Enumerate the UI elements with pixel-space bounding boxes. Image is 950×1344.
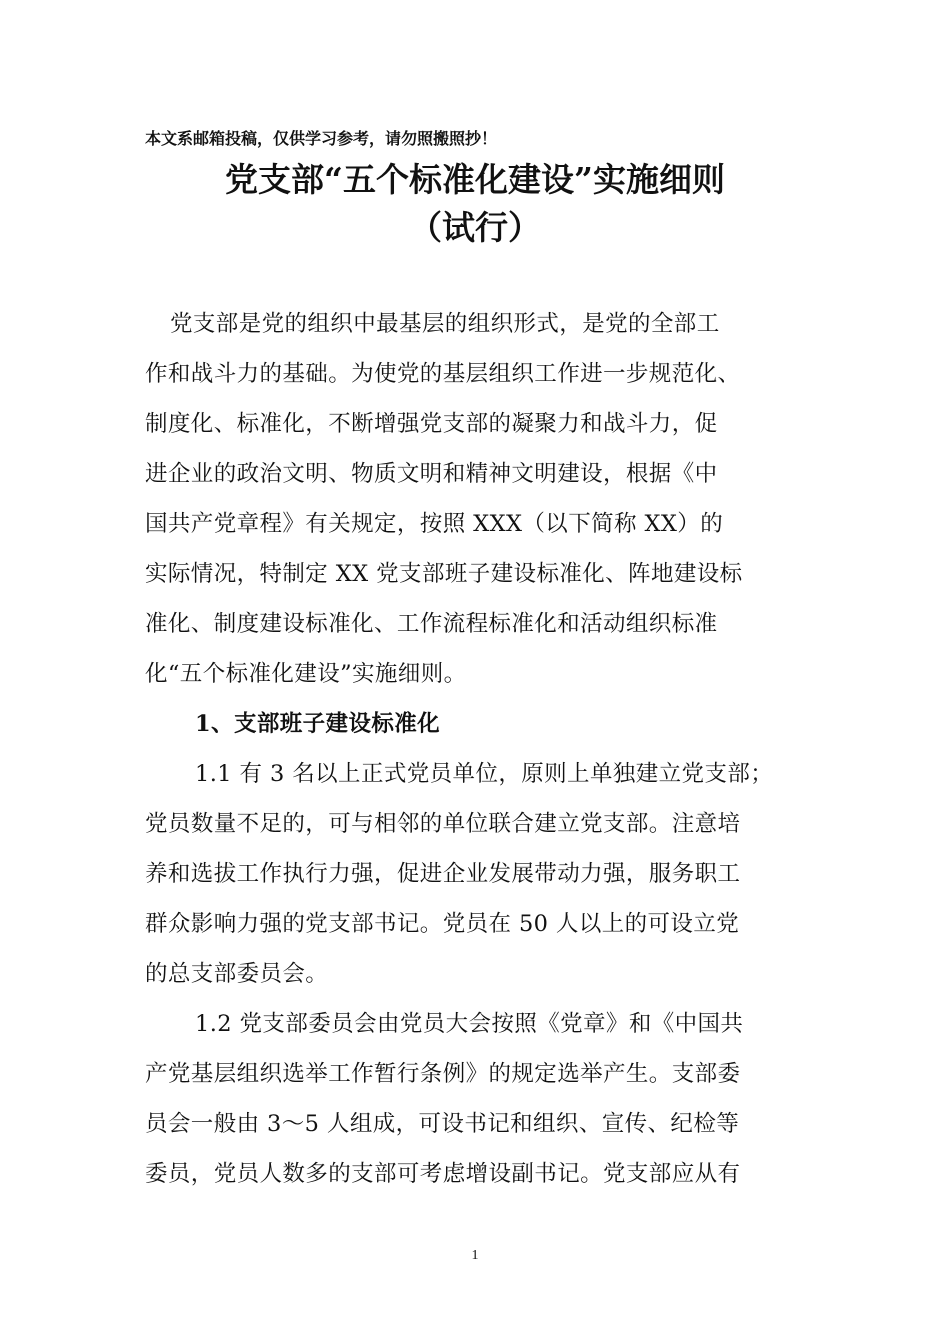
text-line: 实际情况，特制定 XX 党支部班子建设标准化、阵地建设标 [145,561,743,587]
text-line: 国共产党章程》有关规定，按照 XXX（以下简称 XX）的 [145,511,724,537]
text-line: 1.2 党支部委员会由党员大会按照《党章》和《中国共 [195,1011,744,1037]
text-line: 准化、制度建设标准化、工作流程标准化和活动组织标准 [145,611,718,637]
document-subtitle: （试行） [409,208,541,247]
section-heading: 1、支部班子建设标准化 [195,711,441,737]
text-line: 进企业的政治文明、物质文明和精神文明建设，根据《中 [145,461,718,487]
text-line: 党支部是党的组织中最基层的组织形式，是党的全部工 [170,311,720,337]
text-line: 养和选拔工作执行力强，促进企业发展带动力强，服务职工 [145,861,741,887]
text-line: 员会一般由 3～5 人组成，可设书记和组织、宣传、纪检等 [145,1111,740,1137]
text-line: 产党基层组织选举工作暂行条例》的规定选举产生。支部委 [145,1061,741,1087]
text-line: 群众影响力强的党支部书记。党员在 50 人以上的可设立党 [145,911,740,937]
disclaimer-notice: 本文系邮箱投稿，仅供学习参考，请勿照搬照抄！ [145,129,498,148]
page-number: 1 [471,1248,479,1263]
text-line: 的总支部委员会。 [145,961,329,987]
text-line: 党员数量不足的，可与相邻的单位联合建立党支部。注意培 [145,811,741,837]
text-line: 制度化、标准化，不断增强党支部的凝聚力和战斗力，促 [145,411,718,437]
text-line: 作和战斗力的基础。为使党的基层组织工作进一步规范化、 [145,361,741,387]
text-line: 委员，党员人数多的支部可考虑增设副书记。党支部应从有 [145,1161,741,1187]
text-line: 化“五个标准化建设”实施细则。 [145,661,467,687]
document-title: 党支部“五个标准化建设”实施细则 [225,160,725,199]
text-line: 1.1 有 3 名以上正式党员单位，原则上单独建立党支部； [195,761,774,787]
